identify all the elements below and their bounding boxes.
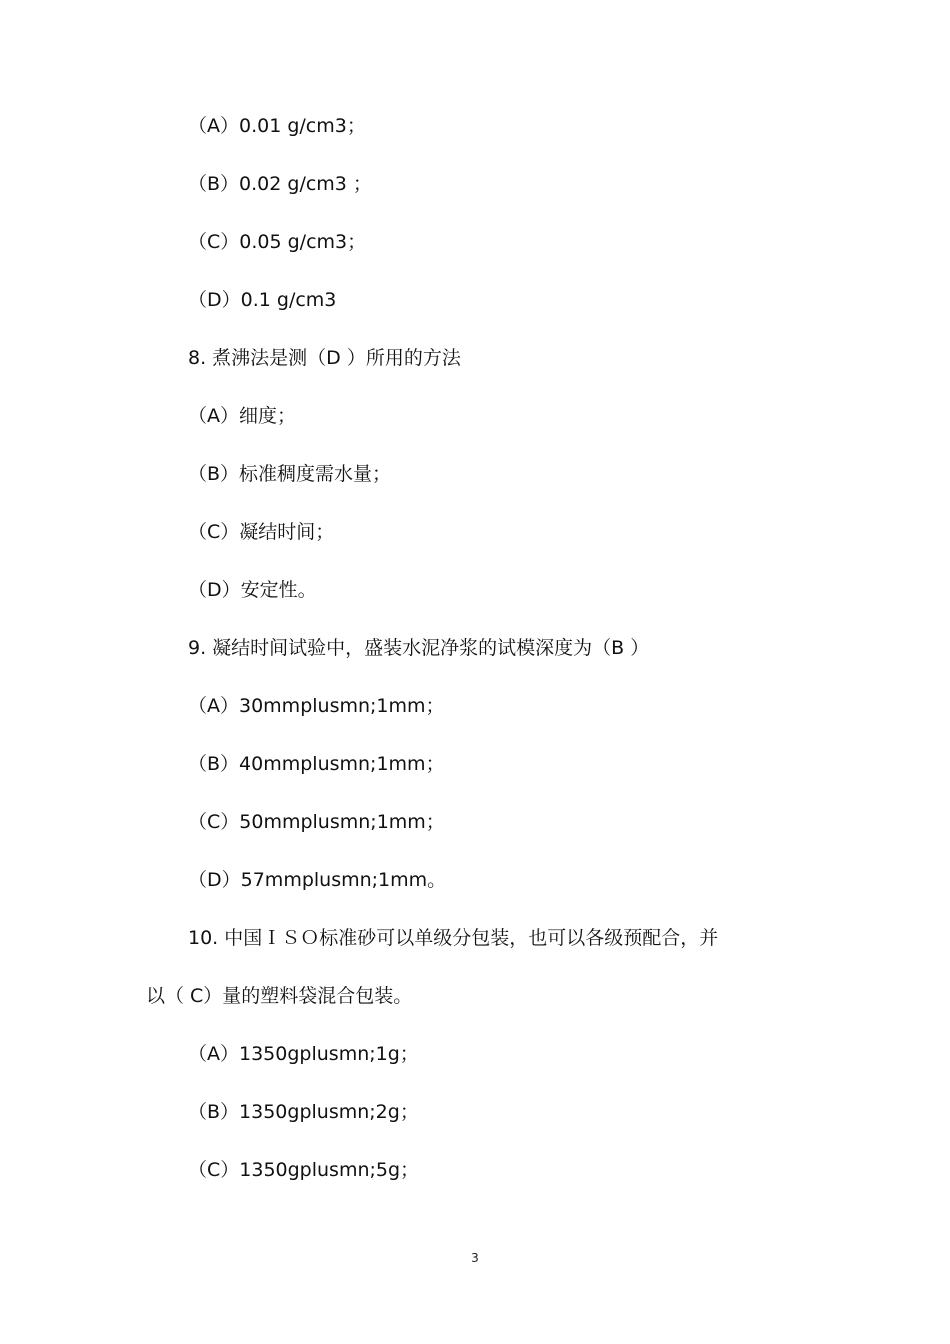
q10-option-a: （A）1350gplusmn;1g； [188, 1043, 419, 1065]
q8-option-a: （A）细度； [188, 405, 296, 427]
q10-option-b: （B）1350gplusmn;2g； [188, 1101, 419, 1123]
option-b-line: （B）0.02 g/cm3 ； [188, 173, 372, 195]
question-8: 8. 煮沸法是测（D ）所用的方法 [188, 347, 461, 369]
q8-option-b: （B）标准稠度需水量； [188, 463, 392, 485]
option-a-line: （A）0.01 g/cm3； [188, 115, 366, 137]
q8-option-c: （C）凝结时间； [188, 521, 335, 543]
option-c-line: （C）0.05 g/cm3； [188, 231, 367, 253]
question-10-continuation: 以（ C）量的塑料袋混合包装。 [146, 985, 413, 1007]
q8-option-d: （D）安定性。 [188, 579, 317, 601]
question-10: 10. 中国ＩＳＯ标准砂可以单级分包装，也可以各级预配合，并 [188, 927, 719, 949]
option-d-line: （D）0.1 g/cm3 [188, 289, 337, 311]
page-number: 3 [471, 1251, 479, 1265]
q9-option-d: （D）57mmplusmn;1mm。 [188, 869, 447, 891]
q9-option-b: （B）40mmplusmn;1mm； [188, 753, 445, 775]
q9-option-c: （C）50mmplusmn;1mm； [188, 811, 445, 833]
q9-option-a: （A）30mmplusmn;1mm； [188, 695, 445, 717]
q10-option-c: （C）1350gplusmn;5g； [188, 1159, 420, 1181]
question-9: 9. 凝结时间试验中，盛装水泥净浆的试模深度为（B ） [188, 637, 650, 659]
